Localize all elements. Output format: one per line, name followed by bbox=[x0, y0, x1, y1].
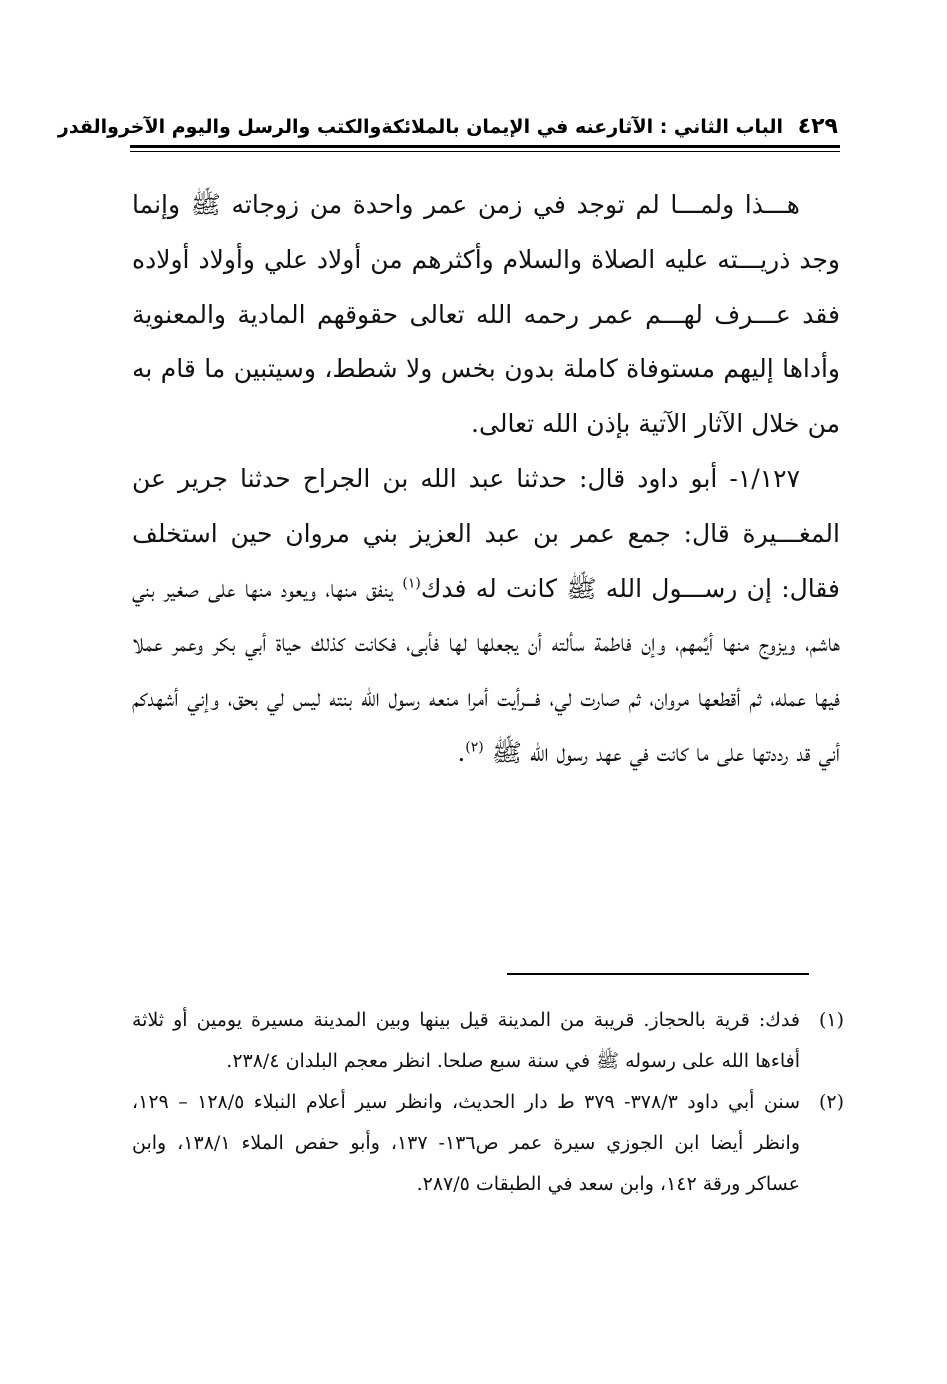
page-number: ٤٢٩ bbox=[797, 114, 838, 139]
main-text bbox=[132, 178, 840, 781]
paragraph-intro: هـــذا ولمـــا لم توجد في زمن عمر واحدة من زوجاته ﷺ وإنما وجد ذريـــته عليه الصلاة والسلام وأكثرهم من أولاد علي وأولاد أولاده فقد عـــرف لهـــم عمر رحمه الله تعالى حقوقهم المادية والمعنوية وأداها إليهم مستوفاة كاملة بدون بخس ولا شطط، وسيتبين ما قام به من خلال الآثار الآتية بإذن الله تعالى. bbox=[132, 190, 840, 439]
narration-text-start: ١/١٢٧- أبو داود قال: حدثنا عبد الله بن الجراح حدثنا جرير عن المغـــيرة قال: جمع عمر بن عبد العزيز بني مروان حين استخلف فقال: إن رســـول الله ﷺ كانت له فدك bbox=[132, 463, 840, 603]
footnote-text: سنن أبي داود ٣٧٨/٣- ٣٧٩ ط دار الحديث، وانظر سير أعلام النبلاء ١٢٨/٥ – ١٢٩، وانظر أيضا ابن الجوزي سيرة عمر ص١٣٦- ١٣٧، وأبو حفص الملاء ١٣٨/١، وابن عساكر ورقة ١٤٢، وابن سعد في الطبقات ٢٨٧/٥. bbox=[132, 1091, 801, 1195]
footnote-number: (٢) bbox=[818, 1091, 844, 1113]
footnote-ref-2[interactable]: (٢) bbox=[465, 739, 484, 756]
footnote-separator bbox=[507, 973, 809, 975]
running-header bbox=[57, 112, 838, 142]
footnote-ref-1[interactable]: (١) bbox=[402, 575, 421, 592]
footnotes bbox=[132, 1000, 844, 1205]
footnote-number: (١) bbox=[818, 1009, 844, 1031]
header-rule-thin bbox=[130, 151, 840, 152]
header-rule-thick bbox=[130, 145, 840, 148]
paragraph-narration bbox=[132, 452, 840, 781]
narration-text-end: . bbox=[457, 737, 466, 767]
footnote-text: فدك: قرية بالحجاز. قريبة من المدينة قيل بينها وبين المدينة مسيرة يومين أو ثلاثة أفاءها الله على رسوله ﷺ في سنة سبع صلحا. انظر معجم البلدان ٢٣٨/٤. bbox=[132, 1009, 800, 1072]
chapter-title: الباب الثاني : الآثارعنه في الإيمان بالملائكةوالكتب والرسل واليوم الآخروالقدر bbox=[57, 116, 784, 138]
narration-text-middle: ينفق منها، ويعود منها على صغير بني هاشم، ويزوج منها أيِّمهم، وإن فاطمة سألته أن يجعلها لها فأبى، فكانت كذلك حياة أبي بكر وعمر عملا فيها عمله، ثم أقطعها مروان، ثم صارت لي، فـــرأيت أمرا منعه رسول الله بنته ليس لي بحق، وإني أشهدكم أني قد رددتها على ما كانت في عهد رسول الله ﷺ bbox=[132, 573, 840, 767]
footnote-item bbox=[132, 1000, 844, 1082]
footnote-item bbox=[132, 1082, 844, 1205]
